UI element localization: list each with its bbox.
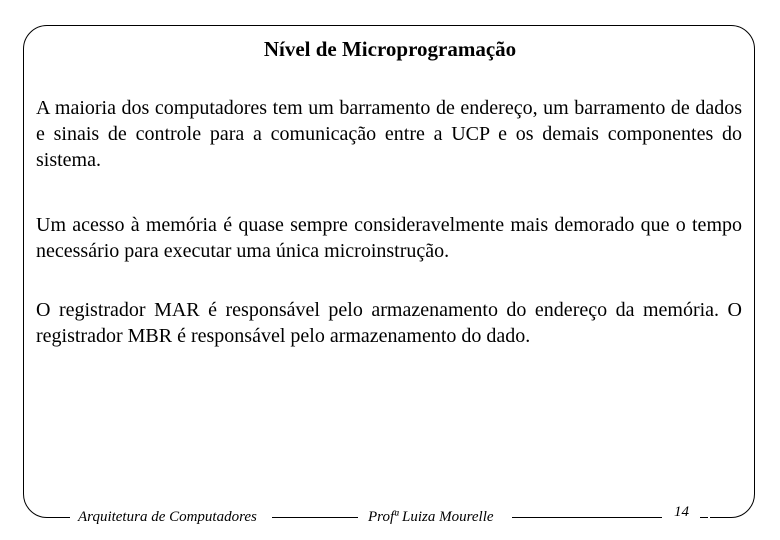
footer-page-number: 14 <box>674 504 689 520</box>
footer-course-name: Arquitetura de Computadores <box>78 509 257 525</box>
footer-rule-right <box>700 517 708 518</box>
paragraph-mar-mbr: O registrador MAR é responsável pelo armazenamento do endereço da memória. O registrador MBR é responsável pelo armazenamento do dado. <box>36 299 742 347</box>
footer-rule-middle <box>512 517 662 518</box>
paragraph-address-data-buses: A maioria dos computadores tem um barramento de endereço, um barramento de dados e sinais de controle para a comunicação entre a UCP e os demais componentes do sistema. <box>36 97 742 171</box>
footer-professor: Profª Luiza Mourelle <box>368 509 494 525</box>
slide-title: Nível de Microprogramação <box>263 37 517 61</box>
paragraph-memory-access: Um acesso à memória é quase sempre consideravelmente mais demorado que o tempo necessário para executar uma única microinstrução. <box>36 214 742 262</box>
footer-rule-left <box>272 517 358 518</box>
